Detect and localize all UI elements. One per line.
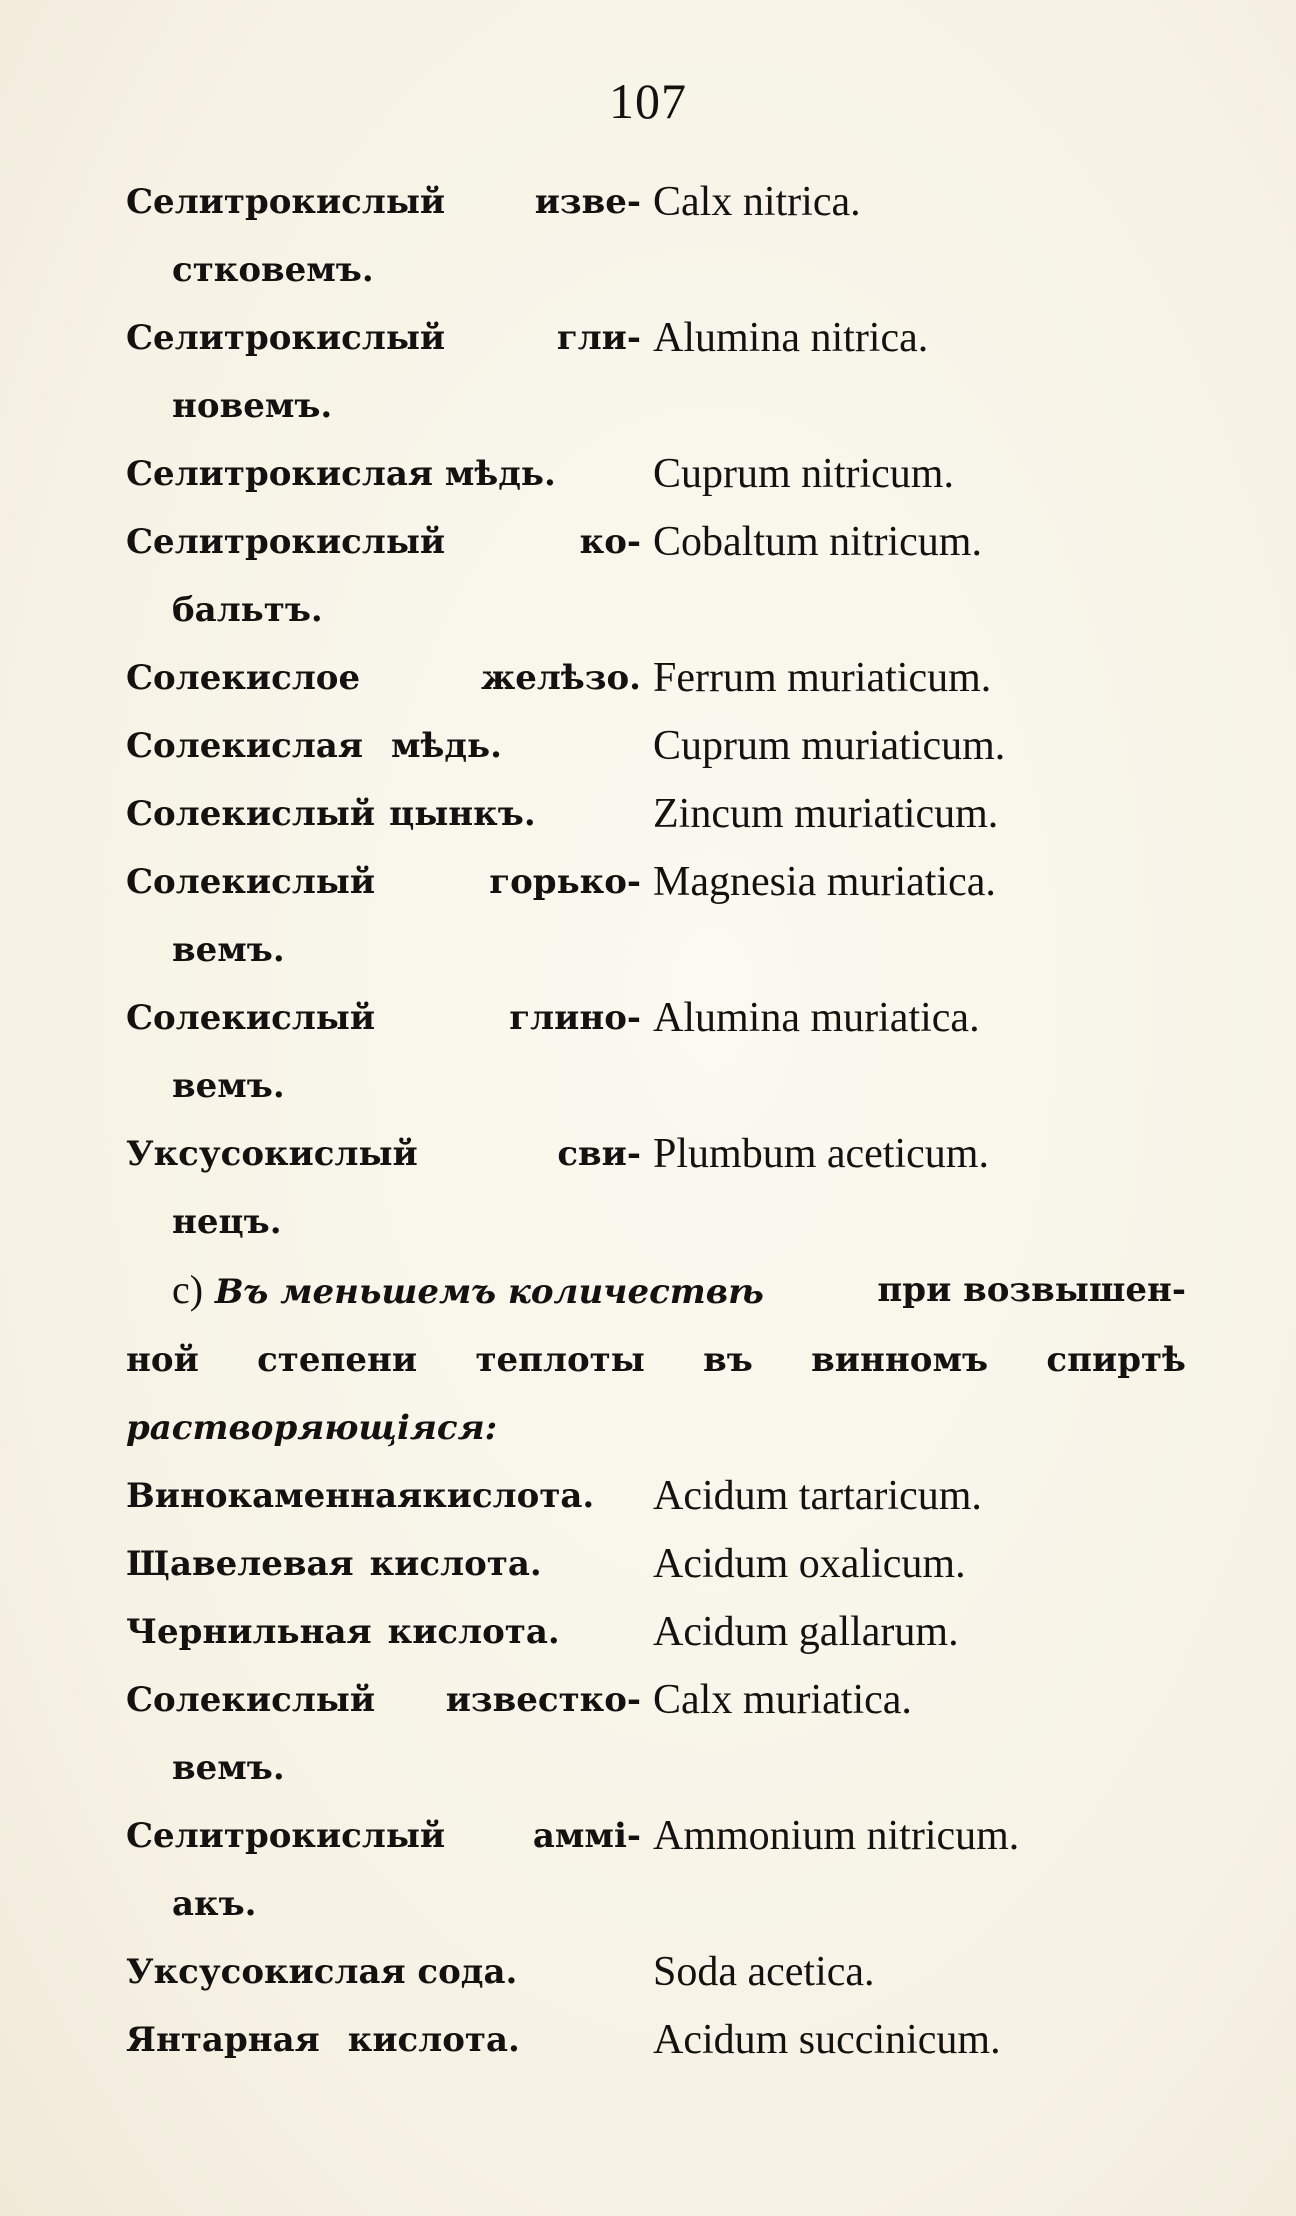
entry-row — [126, 1666, 1186, 1802]
russian-term: Солекислая мѣдь. — [126, 726, 502, 766]
entry-row — [126, 1938, 1186, 2006]
russian-term: Уксусокислая сода. — [126, 1952, 518, 1992]
russian-term: Селитрокислый аммі- акъ. — [126, 1816, 641, 1924]
russian-term: Солекислый глино- вемъ. — [126, 998, 641, 1106]
entry-row — [126, 304, 1186, 440]
latin-term: Alumina nitrica. — [653, 315, 929, 361]
latin-term: Acidum succinicum. — [653, 2017, 1001, 2063]
latin-term: Ferrum muriaticum. — [653, 655, 992, 701]
entry-row — [126, 984, 1186, 1120]
entry-row — [126, 1462, 1186, 1530]
latin-term: Cuprum nitricum. — [653, 451, 954, 497]
latin-term: Acidum gallarum. — [653, 1609, 959, 1655]
entry-row — [126, 440, 1186, 508]
entry-row — [126, 780, 1186, 848]
latin-term: Acidum tartaricum. — [653, 1473, 982, 1519]
note-italic-phrase: Въ меньшемъ количествѣ — [214, 1272, 764, 1312]
entry-row — [126, 848, 1186, 984]
section-note: c) Въ меньшемъ количествѣ при возвышен- ной степени теплоты въ винномъ спиртѣ растворяющіяся: — [126, 1256, 1186, 1462]
entry-row — [126, 1598, 1186, 1666]
page-number: 107 — [609, 73, 687, 129]
entry-row — [126, 644, 1186, 712]
latin-term: Acidum oxalicum. — [653, 1541, 966, 1587]
russian-term: Чернильная кислота. — [126, 1612, 560, 1652]
latin-term: Ammonium nitricum. — [653, 1813, 1020, 1859]
note-label: c) — [172, 1267, 204, 1312]
note-italic-subtitle: растворяющіяся: — [126, 1408, 498, 1448]
latin-term: Alumina muriatica. — [653, 995, 980, 1041]
latin-term: Calx muriatica. — [653, 1677, 912, 1723]
russian-term: Солекислый известко- вемъ. — [126, 1680, 641, 1788]
entry-row — [126, 1120, 1186, 1256]
latin-term: Zincum muriaticum. — [653, 791, 999, 837]
entry-row — [126, 1530, 1186, 1598]
russian-term: Солекислый цынкъ. — [126, 794, 536, 834]
latin-term: Calx nitrica. — [653, 179, 861, 225]
russian-term: Уксусокислый сви- нецъ. — [126, 1134, 641, 1242]
russian-term: Щавелевая кислота. — [126, 1544, 542, 1584]
russian-term: Солекислый горько- вемъ. — [126, 862, 641, 970]
latin-term: Magnesia muriatica. — [653, 859, 996, 905]
entry-row — [126, 712, 1186, 780]
entry-row — [126, 168, 1186, 304]
russian-term: Селитрокислый гли- новемъ. — [126, 318, 641, 426]
russian-term: Янтарная кислота. — [126, 2020, 520, 2060]
note-text: при возвышен- — [877, 1270, 1186, 1310]
russian-term: Солекислое желѣзо. — [126, 658, 641, 698]
russian-term: Селитрокислый ко- бальтъ. — [126, 522, 641, 630]
latin-term: Plumbum aceticum. — [653, 1131, 989, 1177]
entry-row — [126, 1802, 1186, 1938]
entry-row — [126, 508, 1186, 644]
russian-term: Винокаменнаякислота. — [126, 1476, 595, 1516]
latin-term: Cuprum muriaticum. — [653, 723, 1006, 769]
russian-term: Селитрокислая мѣдь. — [126, 454, 556, 494]
latin-term: Soda acetica. — [653, 1949, 875, 1995]
russian-term: Селитрокислый изве- стковемъ. — [126, 182, 641, 290]
entries-list — [126, 168, 1186, 2074]
latin-term: Cobaltum nitricum. — [653, 519, 982, 565]
entry-row — [126, 2006, 1186, 2074]
